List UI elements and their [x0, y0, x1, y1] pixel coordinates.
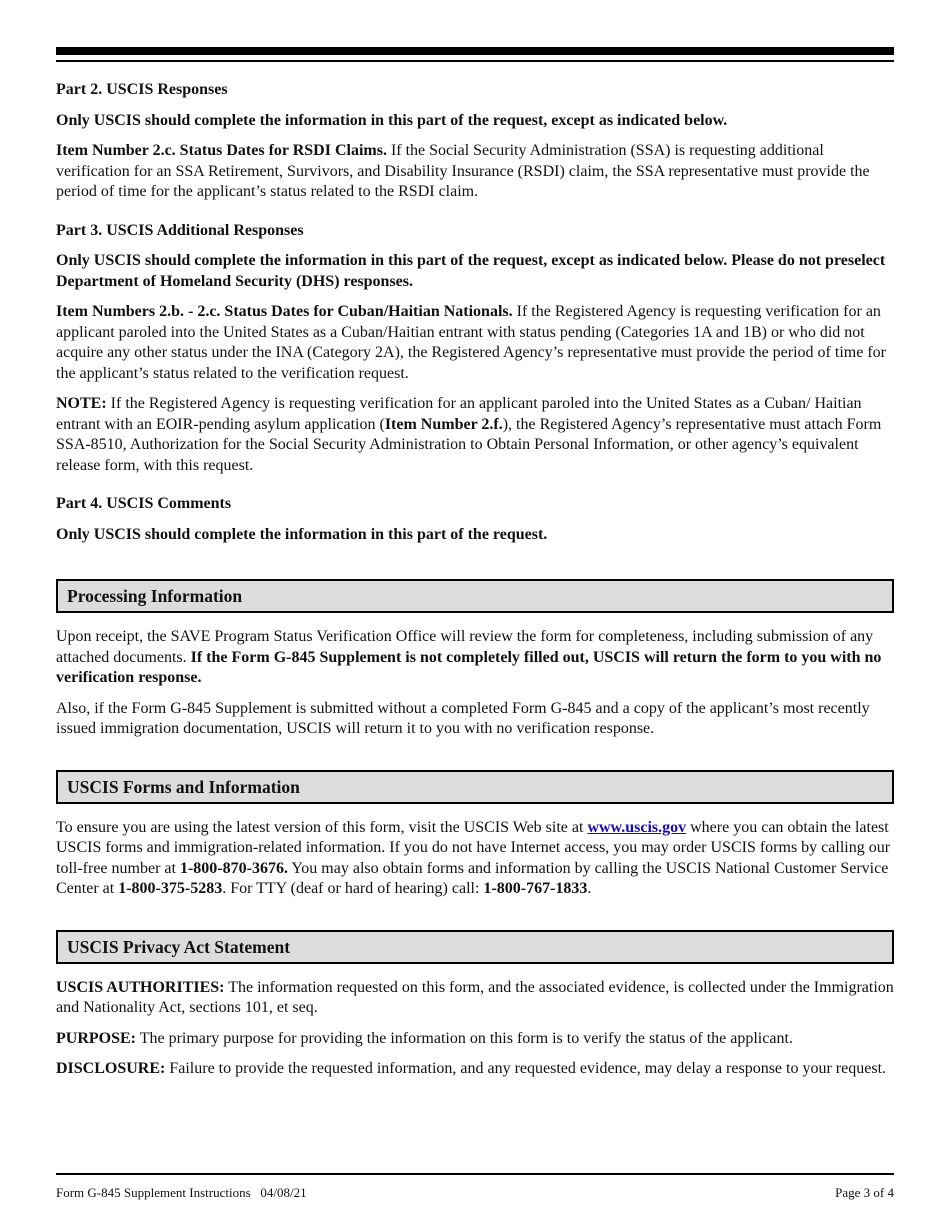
- page-content: [56, 80, 894, 1090]
- processing-p1: [56, 627, 894, 689]
- processing-p1-text: Upon receipt, the SAVE Program Status Verification Office will review the form for completeness, including submission of any attached documents.: [56, 628, 874, 666]
- part3-note-label: NOTE:: [56, 395, 107, 412]
- processing-p2: Also, if the Form G-845 Supplement is submitted without a completed Form G-845 and a copy of the applicant’s most recently issued immigration documentation, USCIS will return it to you with no verification response.: [56, 699, 870, 737]
- privacy-authorities: [56, 978, 894, 1019]
- forms-info-text-5: .: [587, 880, 592, 897]
- footer-rule: [56, 1173, 894, 1175]
- part4-only-uscis: Only USCIS should complete the information in this part of the request.: [56, 525, 548, 543]
- processing-header: Processing Information: [56, 579, 894, 613]
- privacy-disclosure: [56, 1059, 894, 1080]
- uscis-website-link[interactable]: www.uscis.gov: [587, 818, 687, 836]
- customer-service-number: 1-800-375-5283: [118, 880, 223, 897]
- part2-item-2c-text: If the Social Security Administration (SSA) is requesting additional verification for an SSA Retirement, Survivors, and Disability Insurance (RSDI) claim, the SSA representative must provide the period of time for the applicant’s status related to the RSDI claim.: [56, 142, 870, 200]
- part2-only-uscis: Only USCIS should complete the information in this part of the request, except as indicated below.: [56, 111, 728, 129]
- purpose-text: The primary purpose for providing the information on this form is to verify the status of the applicant.: [136, 1029, 793, 1047]
- tty-number: 1-800-767-1833: [483, 880, 588, 897]
- forms-info-header: USCIS Forms and Information: [56, 770, 894, 804]
- authorities-text: The information requested on this form, and the associated evidence, is collected under the Immigration and Nationality Act, sections 101, et seq.: [56, 978, 894, 1016]
- part3-note: [56, 394, 894, 476]
- toll-free-number: 1-800-870-3676.: [179, 859, 288, 877]
- forms-info-text-1: To ensure you are using the latest version of this form, visit the USCIS Web site at: [56, 818, 588, 836]
- part3-note-text-1: If the Registered Agency is requesting verification for an applicant paroled into the United States as a Cuban/ Haitian entrant with an EOIR-pending asylum application (: [56, 395, 862, 433]
- footer-page-number: Page 3 of 4: [835, 1185, 894, 1200]
- part2-item-2c: [56, 141, 894, 203]
- authorities-label: USCIS AUTHORITIES:: [56, 978, 225, 996]
- forms-info-paragraph: [56, 818, 894, 900]
- forms-info-text-3: You may also obtain forms and information by calling the USCIS National Customer Service Center at: [56, 859, 889, 897]
- footer-form-name: Form G-845 Supplement Instructions 04/08/21: [56, 1185, 307, 1200]
- disclosure-text: Failure to provide the requested information, and any requested evidence, may delay a response to your request.: [165, 1060, 887, 1077]
- part3-items-text: If the Registered Agency is requesting verification for an applicant paroled into the United States as a Cuban/Haitian entrant with status pending (Categories 1A and 1B) or who did not acquire any other status under the INA (Category 2A), the Registered Agency’s representative must provide the period of time for the applicant’s status related to the verification request.: [56, 303, 886, 382]
- part4-heading: Part 4. USCIS Comments: [56, 495, 232, 512]
- forms-info-text-2: where you can obtain the latest USCIS forms and immigration-related information. If you do not have Internet access, you may order USCIS forms by calling our toll-free number at: [56, 818, 891, 877]
- forms-info-text-4: . For TTY (deaf or hard of hearing) call:: [222, 880, 484, 897]
- part2-heading: Part 2. USCIS Responses: [56, 81, 228, 98]
- part2-item-2c-label: Item Number 2.c. Status Dates for RSDI Claims.: [56, 142, 387, 159]
- part3-note-text-2: ), the Registered Agency’s representative must attach Form SSA-8510, Authorization for the Social Security Administration to Obtain Personal Information, or other agency’s equivalent release form, with this request.: [56, 415, 882, 474]
- top-rule-thick: [56, 47, 894, 55]
- part3-heading: Part 3. USCIS Additional Responses: [56, 221, 304, 239]
- disclosure-label: DISCLOSURE:: [56, 1060, 166, 1077]
- privacy-header: USCIS Privacy Act Statement: [56, 930, 894, 964]
- part3-items: [56, 302, 894, 384]
- privacy-purpose: [56, 1029, 894, 1050]
- part3-only-uscis: Only USCIS should complete the information in this part of the request, except as indicated below. Please do not preselect Department of Homeland Security (DHS) responses.: [56, 252, 886, 290]
- top-rule-thin: [56, 60, 894, 62]
- part3-note-item: Item Number 2.f.: [384, 415, 503, 433]
- part3-items-label: Item Numbers 2.b. - 2.c. Status Dates for Cuban/Haitian Nationals.: [56, 303, 513, 320]
- purpose-label: PURPOSE:: [56, 1029, 136, 1047]
- page-footer: [56, 1183, 894, 1204]
- processing-p1-bold: If the Form G-845 Supplement is not completely filled out, USCIS will return the form to you with no verification response.: [56, 648, 882, 686]
